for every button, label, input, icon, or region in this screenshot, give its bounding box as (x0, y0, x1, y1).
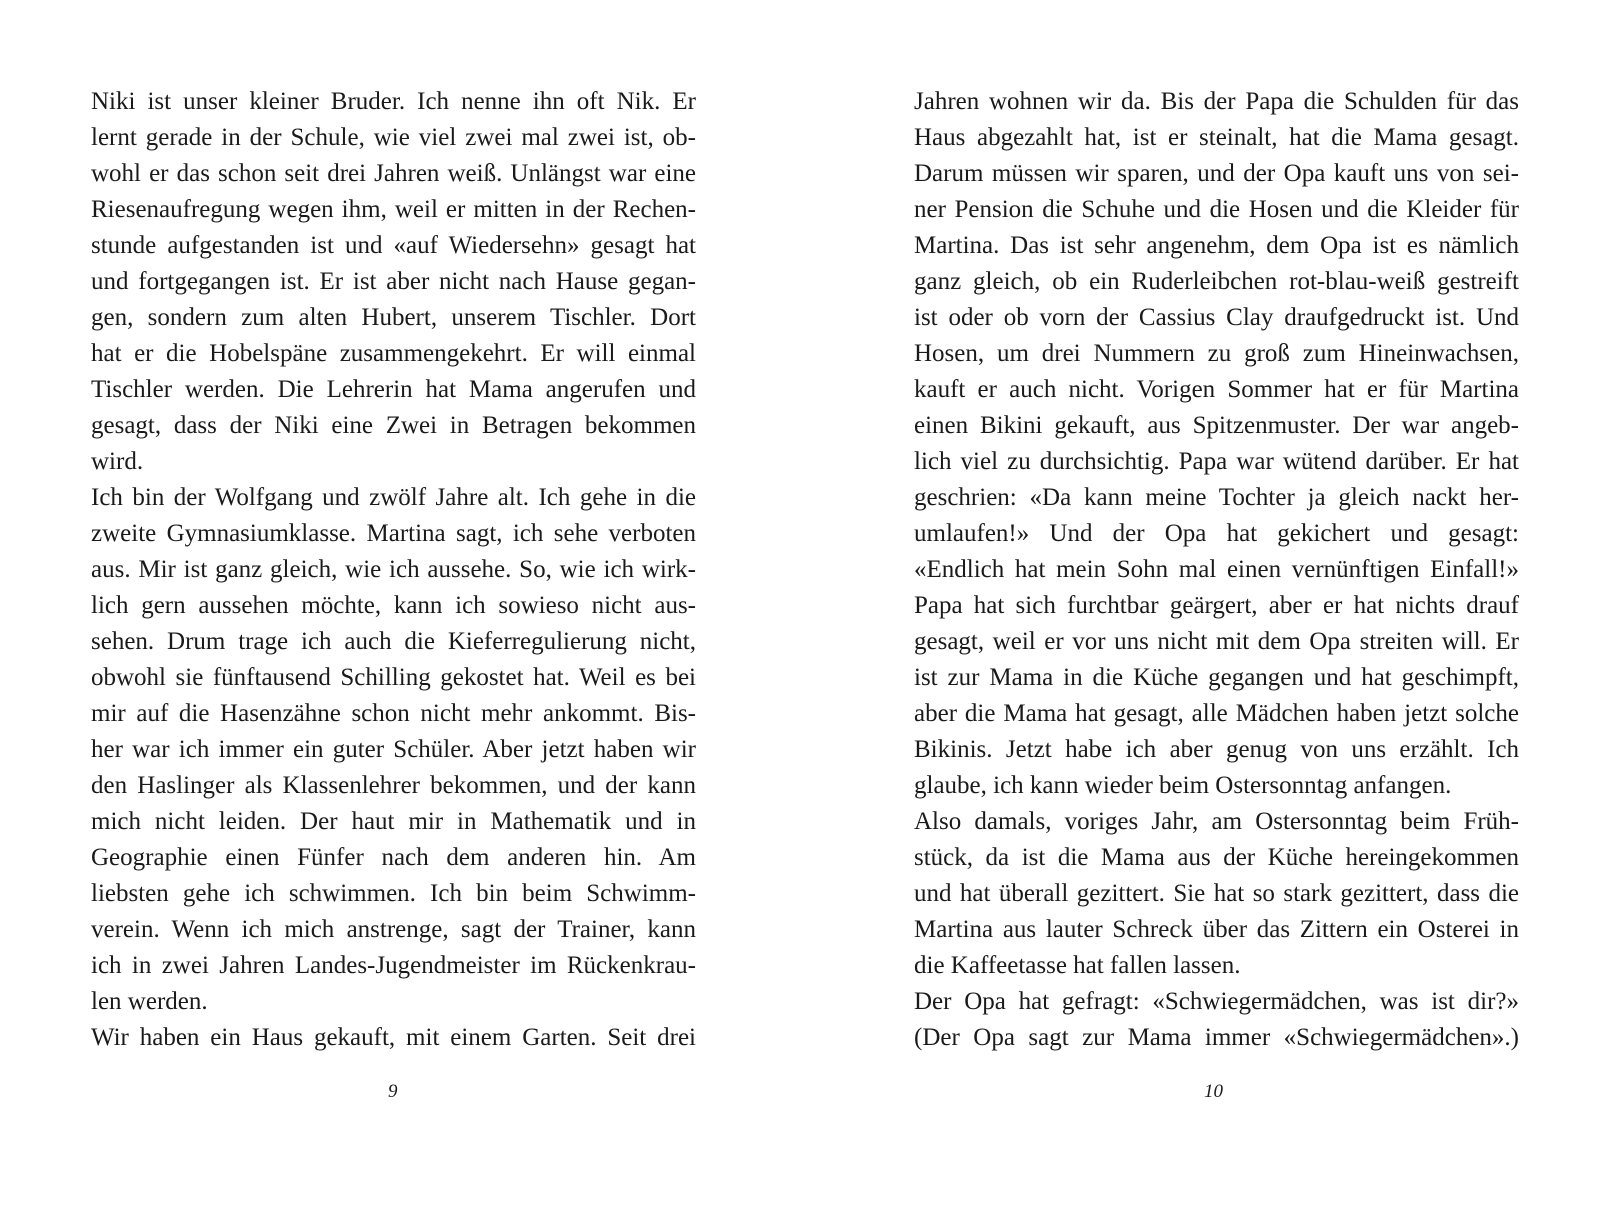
text-line: verein. Wenn ich mich anstrenge, sagt der Trainer, kann (91, 916, 696, 943)
text-line: ner Pension die Schuhe und die Hosen und die Kleider für (914, 196, 1519, 223)
text-line: ganz gleich, ob ein Ruderleibchen rot-blau-weiß gestreift (914, 268, 1519, 295)
text-line: lernt gerade in der Schule, wie viel zwei mal zwei ist, ob- (91, 124, 696, 151)
text-line: Niki ist unser kleiner Bruder. Ich nenne ihn oft Nik. Er (91, 88, 696, 115)
text-line: die Kaffeetasse hat fallen lassen. (914, 952, 1241, 979)
text-line: Hosen, um drei Nummern zu groß zum Hineinwachsen, (914, 340, 1519, 367)
text-line: glaube, ich kann wieder beim Ostersonntag anfangen. (914, 772, 1452, 799)
text-line: umlaufen!» Und der Opa hat gekichert und gesagt: (914, 520, 1519, 547)
text-line: Wir haben ein Haus gekauft, mit einem Garten. Seit drei (91, 1024, 696, 1051)
text-line: ist zur Mama in die Küche gegangen und hat geschimpft, (914, 664, 1519, 691)
text-line: «Endlich hat mein Sohn mal einen vernünftigen Einfall!» (914, 556, 1519, 583)
text-line: den Haslinger als Klassenlehrer bekommen, und der kann (91, 772, 696, 799)
text-line: und hat überall gezittert. Sie hat so stark gezittert, dass die (914, 880, 1519, 907)
text-line: (Der Opa sagt zur Mama immer «Schwiegermädchen».) (914, 1024, 1519, 1051)
text-line: hat er die Hobelspäne zusammengekehrt. Er will einmal (91, 340, 696, 367)
text-line: stück, da ist die Mama aus der Küche hereingekommen (914, 844, 1519, 871)
text-line: Tischler werden. Die Lehrerin hat Mama angerufen und (91, 376, 696, 403)
text-line: len werden. (91, 988, 208, 1015)
text-line: Jahren wohnen wir da. Bis der Papa die Schulden für das (914, 88, 1519, 115)
page-number-left: 9 (388, 1081, 398, 1102)
text-line: lich viel zu durchsichtig. Papa war wütend darüber. Er hat (914, 448, 1519, 475)
text-line: sehen. Drum trage ich auch die Kieferregulierung nicht, (91, 628, 696, 655)
text-line: mich nicht leiden. Der haut mir in Mathematik und in (91, 808, 696, 835)
text-line: und fortgegangen ist. Er ist aber nicht nach Hause gegan- (91, 268, 696, 295)
text-line: wohl er das schon seit drei Jahren weiß. Unlängst war eine (91, 160, 696, 187)
text-line: einen Bikini gekauft, aus Spitzenmuster. Der war angeb- (914, 412, 1519, 439)
text-line: lich gern aussehen möchte, kann ich sowieso nicht aus- (91, 592, 696, 619)
text-line: aus. Mir ist ganz gleich, wie ich aussehe. So, wie ich wirk- (91, 556, 696, 583)
page-number-right: 10 (1204, 1081, 1223, 1102)
text-line: geschrien: «Da kann meine Tochter ja gleich nackt her- (914, 484, 1519, 511)
text-line: gen, sondern zum alten Hubert, unserem Tischler. Dort (91, 304, 696, 331)
text-line: mir auf die Hasenzähne schon nicht mehr ankommt. Bis- (91, 700, 696, 727)
text-line: Martina. Das ist sehr angenehm, dem Opa ist es nämlich (914, 232, 1519, 259)
text-line: Darum müssen wir sparen, und der Opa kauft uns von sei- (914, 160, 1519, 187)
text-line: Also damals, voriges Jahr, am Ostersonntag beim Früh- (914, 808, 1519, 835)
text-line: Geographie einen Fünfer nach dem anderen hin. Am (91, 844, 696, 871)
text-line: Papa hat sich furchtbar geärgert, aber er hat nichts drauf (914, 592, 1519, 619)
text-line: her war ich immer ein guter Schüler. Aber jetzt haben wir (91, 736, 696, 763)
text-line: Haus abgezahlt hat, ist er steinalt, hat die Mama gesagt. (914, 124, 1519, 151)
text-line: wird. (91, 448, 144, 475)
text-line: kauft er auch nicht. Vorigen Sommer hat er für Martina (914, 376, 1519, 403)
text-line: Bikinis. Jetzt habe ich aber genug von uns erzählt. Ich (914, 736, 1519, 763)
text-line: gesagt, dass der Niki eine Zwei in Betragen bekommen (91, 412, 696, 439)
text-line: Der Opa hat gefragt: «Schwiegermädchen, was ist dir?» (914, 988, 1519, 1015)
text-line: liebsten gehe ich schwimmen. Ich bin beim Schwimm- (91, 880, 696, 907)
right-page (914, 84, 1519, 1056)
left-page (91, 84, 696, 1056)
text-line: stunde aufgestanden ist und «auf Wiedersehn» gesagt hat (91, 232, 696, 259)
text-line: gesagt, weil er vor uns nicht mit dem Opa streiten will. Er (914, 628, 1519, 655)
text-line: ich in zwei Jahren Landes-Jugendmeister im Rückenkrau- (91, 952, 696, 979)
text-line: Riesenaufregung wegen ihm, weil er mitten in der Rechen- (91, 196, 696, 223)
text-line: ist oder ob vorn der Cassius Clay draufgedruckt ist. Und (914, 304, 1519, 331)
text-line: aber die Mama hat gesagt, alle Mädchen haben jetzt solche (914, 700, 1519, 727)
text-line: obwohl sie fünftausend Schilling gekostet hat. Weil es bei (91, 664, 696, 691)
text-line: Ich bin der Wolfgang und zwölf Jahre alt. Ich gehe in die (91, 484, 696, 511)
text-line: zweite Gymnasiumklasse. Martina sagt, ich sehe verboten (91, 520, 696, 547)
text-line: Martina aus lauter Schreck über das Zittern ein Osterei in (914, 916, 1519, 943)
